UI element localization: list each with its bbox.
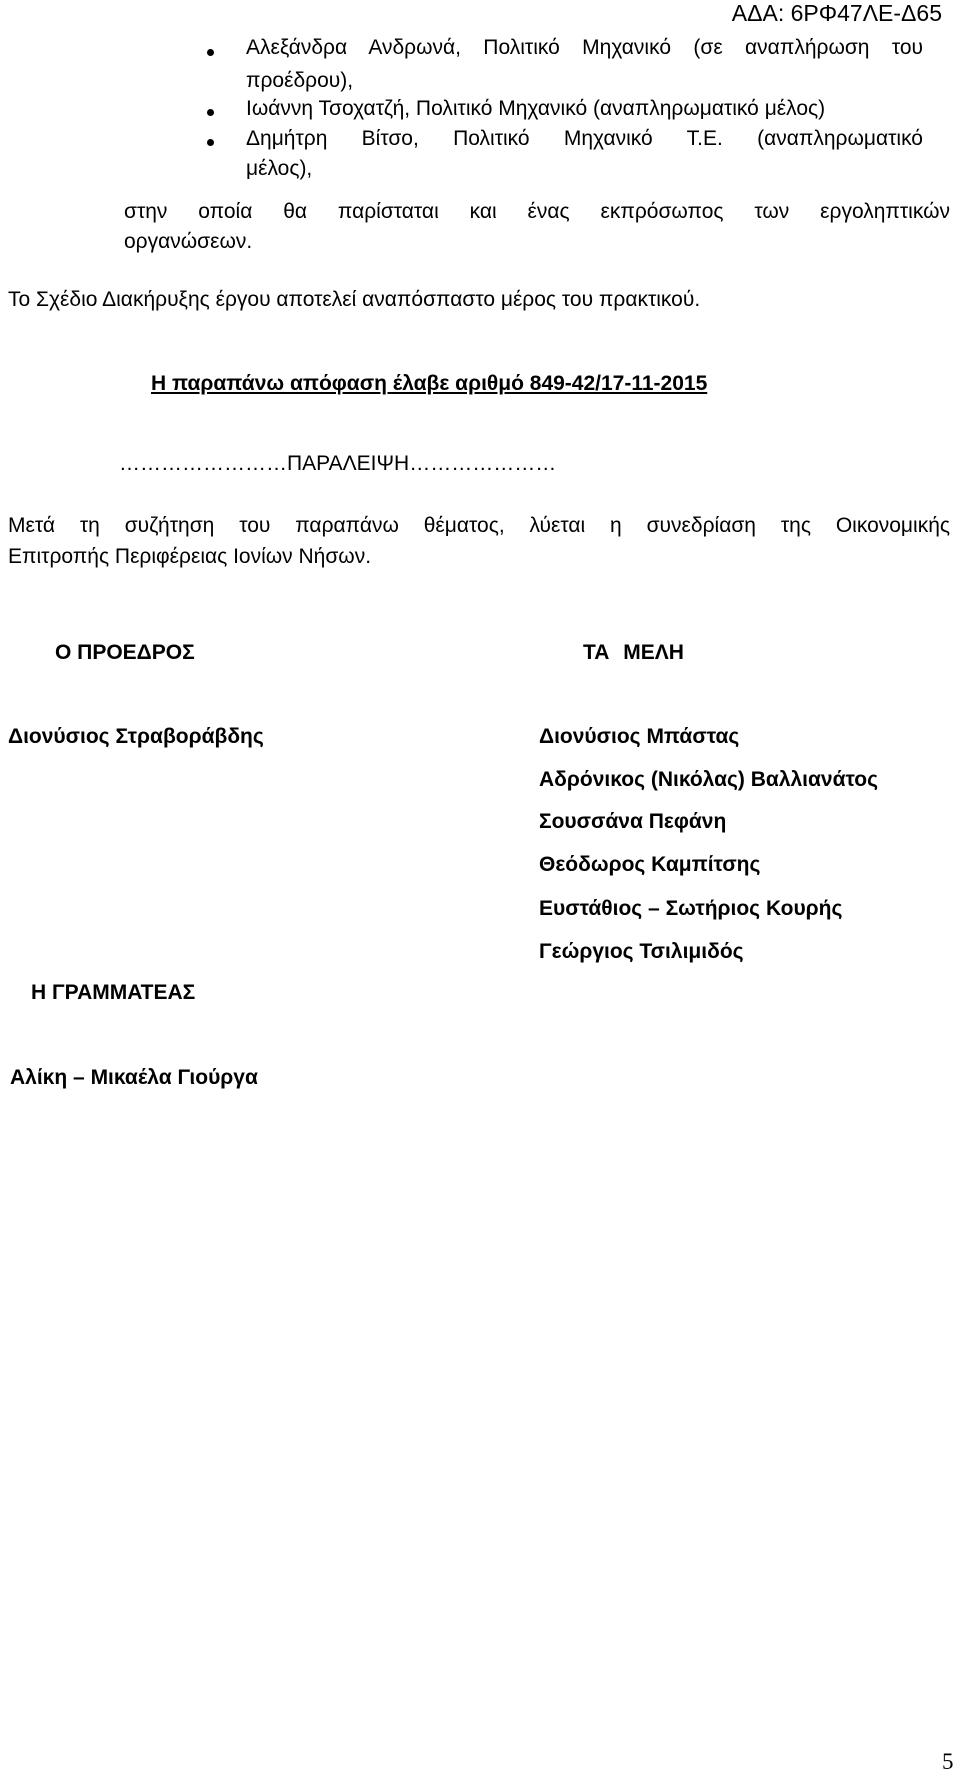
member-line-cont: προέδρου), [246, 69, 354, 92]
page-number: 5 [942, 1749, 954, 1774]
bullet-icon [207, 109, 214, 116]
president-heading: Ο ΠΡΟΕΔΡΟΣ [55, 641, 195, 664]
member-name: Ευστάθιος – Σωτήριος Κουρής [539, 897, 843, 920]
member-name: Διονύσιος Μπάστας [539, 725, 740, 748]
ada-code: ΑΔΑ: 6ΡΦ47ΛΕ-Δ65 [731, 0, 942, 26]
president-name: Διονύσιος Στραβοράβδης [8, 725, 264, 748]
contractor-note-cont: οργανώσεων. [124, 230, 253, 253]
closing-statement-cont: Επιτροπής Περιφέρειας Ιονίων Νήσων. [8, 545, 372, 568]
omission-marker: ……………………ΠΑΡΑΛΕΙΨΗ………………… [119, 452, 557, 475]
member-name: Θεόδωρος Καμπίτσης [539, 853, 761, 876]
member-line: Αλεξάνδρα Ανδρωνά, Πολιτικό Μηχανικό (σε αναπλήρωση του [246, 36, 923, 59]
decision-number: Η παραπάνω απόφαση έλαβε αριθμό 849-42/17-11-2015 [151, 372, 708, 395]
secretary-heading: Η ΓΡΑΜΜΑΤΕΑΣ [31, 981, 196, 1004]
member-line-cont: μέλος), [246, 157, 313, 180]
bullet-icon [207, 139, 214, 146]
plan-note: Το Σχέδιο Διακήρυξης έργου αποτελεί αναπόσπαστο μέρος του πρακτικού. [8, 288, 701, 311]
member-line: Ιωάννη Τσοχατζή, Πολιτικό Μηχανικό (αναπληρωματικό μέλος) [246, 97, 826, 120]
member-name: Αδρόνικος (Νικόλας) Βαλλιανάτος [539, 768, 879, 791]
contractor-note: στην οποία θα παρίσταται και ένας εκπρόσωπος των εργοληπτικών [124, 200, 950, 223]
member-name: Σουσσάνα Πεφάνη [539, 810, 727, 833]
members-heading: ΤΑ ΜΕΛΗ [583, 641, 684, 664]
member-name: Γεώργιος Τσιλιμιδός [539, 940, 744, 963]
secretary-name: Αλίκη – Μικαέλα Γιούργα [10, 1066, 258, 1089]
member-line: Δημήτρη Βίτσο, Πολιτικό Μηχανικό Τ.Ε. (αναπληρωματικό [246, 127, 923, 150]
bullet-icon [207, 49, 214, 56]
closing-statement: Μετά τη συζήτηση του παραπάνω θέματος, λύεται η συνεδρίαση της Οικονομικής [8, 514, 950, 537]
